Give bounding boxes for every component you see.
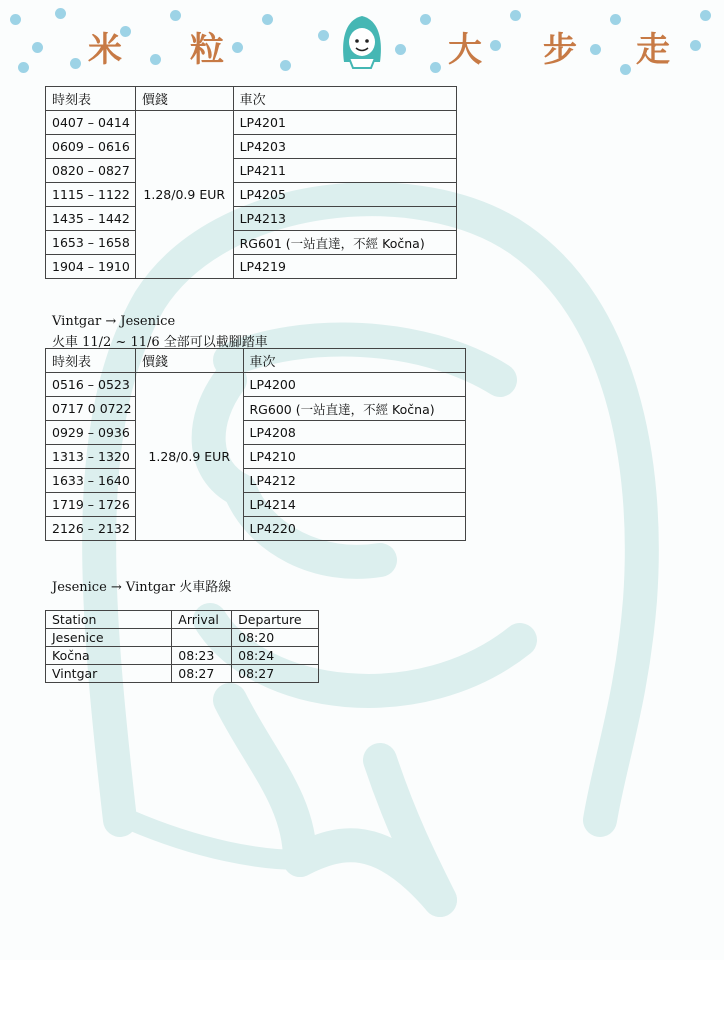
time-cell: 1904 – 1910 <box>46 255 136 279</box>
table-row <box>46 111 457 135</box>
banner-char-3: 大 <box>448 30 482 70</box>
train-cell: LP4200 <box>243 373 466 397</box>
route-row <box>46 665 319 683</box>
timetable-1 <box>45 86 457 279</box>
banner-char-1: 米 <box>88 30 122 70</box>
train-cell: LP4210 <box>243 445 466 469</box>
train-cell: LP4212 <box>243 469 466 493</box>
table-row <box>46 469 466 493</box>
time-cell: 1719 – 1726 <box>46 493 136 517</box>
table-row <box>46 493 466 517</box>
time-cell: 1435 – 1442 <box>46 207 136 231</box>
table-row <box>46 397 466 421</box>
header-banner <box>0 0 724 86</box>
time-cell: 0609 – 0616 <box>46 135 136 159</box>
train-cell: LP4201 <box>233 111 456 135</box>
banner-char-4: 步 <box>543 30 577 70</box>
table-row <box>46 183 457 207</box>
table-row <box>46 373 466 397</box>
header-arrival: Arrival <box>172 611 232 629</box>
page-bottom-margin <box>0 960 724 1024</box>
header-timetable: 時刻表 <box>46 349 136 373</box>
header-departure: Departure <box>232 611 319 629</box>
section-title-jesenice-vintgar: Jesenice → Vintgar 火車路線 <box>52 580 232 595</box>
section-subtitle-bike-note: 火車 11/2 ~ 11/6 全部可以載腳踏車 <box>52 335 268 350</box>
table-row <box>46 207 457 231</box>
train-cell: RG600 (一站直達，不經 Kočna) <box>243 397 466 421</box>
departure-cell: 08:27 <box>232 665 319 683</box>
arrival-cell: 08:27 <box>172 665 232 683</box>
arrival-cell: 08:23 <box>172 647 232 665</box>
price-cell: 1.28/0.9 EUR <box>135 373 243 541</box>
table-row <box>46 159 457 183</box>
header-price: 價錢 <box>135 87 233 111</box>
table-header-row <box>46 349 466 373</box>
time-cell: 0929 – 0936 <box>46 421 136 445</box>
header-train: 車次 <box>233 87 456 111</box>
banner-char-5: 走 <box>636 30 670 70</box>
train-cell: LP4219 <box>233 255 456 279</box>
route-row <box>46 629 319 647</box>
route-header-row <box>46 611 319 629</box>
train-cell: LP4214 <box>243 493 466 517</box>
train-cell: RG601 (一站直達，不經 Kočna) <box>233 231 456 255</box>
time-cell: 1115 – 1122 <box>46 183 136 207</box>
station-cell: Jesenice <box>46 629 172 647</box>
table-row <box>46 255 457 279</box>
train-cell: LP4211 <box>233 159 456 183</box>
train-cell: LP4208 <box>243 421 466 445</box>
time-cell: 2126 – 2132 <box>46 517 136 541</box>
table-row <box>46 445 466 469</box>
header-train: 車次 <box>243 349 466 373</box>
header-timetable: 時刻表 <box>46 87 136 111</box>
train-cell: LP4203 <box>233 135 456 159</box>
time-cell: 1313 – 1320 <box>46 445 136 469</box>
route-row <box>46 647 319 665</box>
header-price: 價錢 <box>135 349 243 373</box>
table-row <box>46 421 466 445</box>
table-row <box>46 517 466 541</box>
arrival-cell <box>172 629 232 647</box>
departure-cell: 08:24 <box>232 647 319 665</box>
time-cell: 1633 – 1640 <box>46 469 136 493</box>
table-header-row <box>46 87 457 111</box>
header-station: Station <box>46 611 172 629</box>
time-cell: 0407 – 0414 <box>46 111 136 135</box>
route-table <box>45 610 319 683</box>
time-cell: 1653 – 1658 <box>46 231 136 255</box>
station-cell: Kočna <box>46 647 172 665</box>
girl-avatar-icon <box>339 10 385 72</box>
train-cell: LP4220 <box>243 517 466 541</box>
timetable-2 <box>45 348 466 541</box>
time-cell: 0516 – 0523 <box>46 373 136 397</box>
train-cell: LP4213 <box>233 207 456 231</box>
time-cell: 0820 – 0827 <box>46 159 136 183</box>
section-title-vintgar-jesenice: Vintgar → Jesenice <box>52 314 176 329</box>
banner-char-2: 粒 <box>190 30 224 70</box>
table-row <box>46 135 457 159</box>
table-row <box>46 231 457 255</box>
time-cell: 0717 0 0722 <box>46 397 136 421</box>
train-cell: LP4205 <box>233 183 456 207</box>
price-cell: 1.28/0.9 EUR <box>135 111 233 279</box>
departure-cell: 08:20 <box>232 629 319 647</box>
station-cell: Vintgar <box>46 665 172 683</box>
